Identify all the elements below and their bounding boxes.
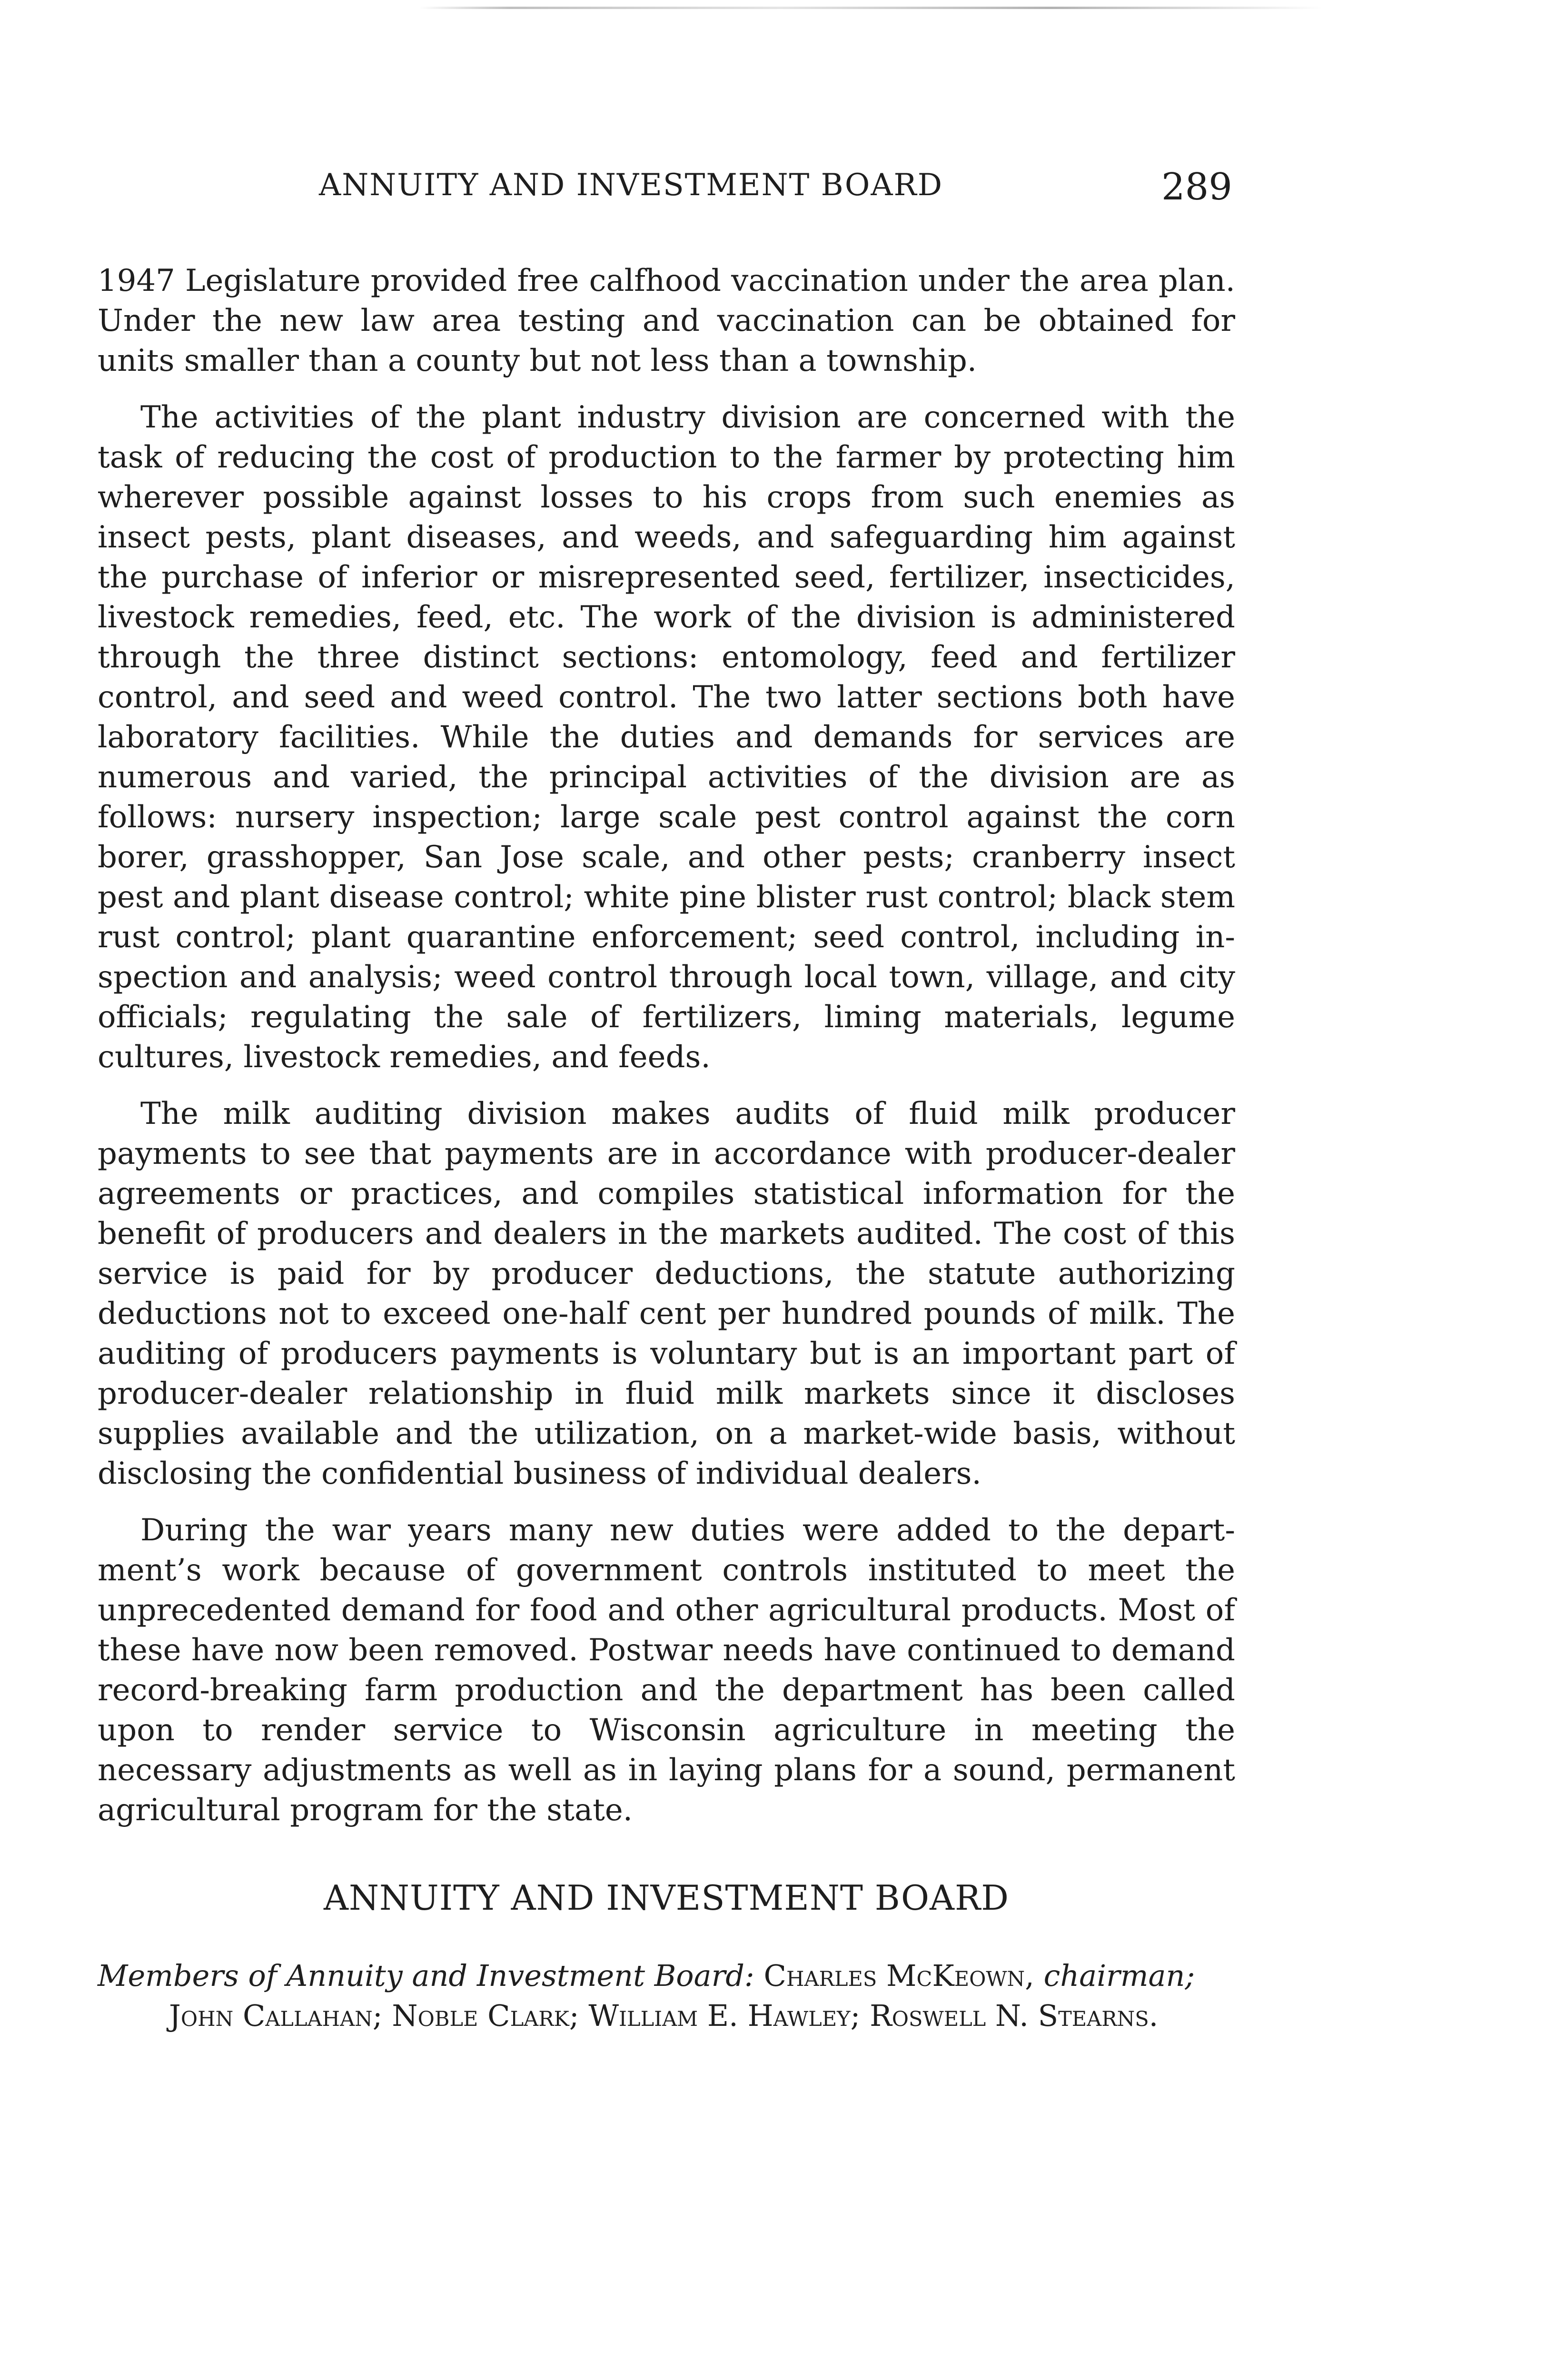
board-members	[98, 1956, 1235, 2036]
paragraph-milk-auditing: The milk auditing division makes audits of fluid milk producer payments to see that payments are in accordance with producer-dealer agreements or practices, and compiles statistical information for the benefit of producers and dealers in the markets audited. The cost of this service is paid for by producer deductions, the statute authorizing deductions not to exceed one-half cent per hundred pounds of milk. The auditing of producers payments is voluntary but is an important part of producer-dealer relationship in fluid milk markets since it discloses supplies available and the utilization, on a market-wide basis, without disclosing the confidential business of individual dealers.	[98, 1096, 1235, 1491]
member-clark: Noble Clark;	[392, 1998, 579, 2033]
running-header	[0, 168, 1546, 210]
member-stearns: Roswell N. Stearns.	[870, 1998, 1159, 2033]
paragraph-vaccination: 1947 Legislature provided free calfhood vaccination under the area plan. Under the new law area testing and vaccination can be obtained for units smaller than a county but not less than a township.	[98, 263, 1235, 378]
paragraph-war-years: During the war years many new duties were added to the department’s work because of government controls instituted to meet the unprecedented demand for food and other agricultural products. Most of these have now been removed. Postwar needs have continued to demand record-breaking farm production and the department has been called upon to render service to Wisconsin agriculture in meeting the necessary adjustments as well as in laying plans for a sound, permanent agricultural program for the state.	[98, 1513, 1235, 1828]
page-number: 289	[1161, 166, 1232, 208]
section-heading: ANNUITY AND INVESTMENT BOARD	[324, 1878, 1009, 1918]
chairman-role: chairman;	[1043, 1958, 1195, 1993]
running-title: ANNUITY AND INVESTMENT BOARD	[319, 168, 943, 203]
member-callahan: John Callahan;	[169, 1998, 383, 2033]
members-label: Members of Annuity and Investment Board:	[98, 1958, 754, 1993]
body-text	[98, 261, 1235, 2036]
scan-edge-line	[419, 7, 1323, 9]
paragraph-plant-industry: The activities of the plant industry division are concerned with the task of reducing the cost of production to the farmer by protecting him wherever possible against losses to his crops from such enemies as insect pests, plant diseases, and weeds, and safeguarding him against the purchase of inferior or misrepresented seed, fertilizer, insecticides, livestock remedies, feed, etc. The work of the division is administered through the three distinct sections: entomology, feed and fertilizer control, and seed and weed control. The two latter sections both have laboratory facilities. While the duties and demands for services are numerous and varied, the principal activities of the division are as follows: nursery inspection; large scale pest control against the corn borer, grasshopper, San Jose scale, and other pests; cranberry insect pest and plant disease control; white pine blister rust control; black stem rust control; plant quarantine enforcement; seed control, including inspection and analysis; weed control through local town, village, and city officials; regulating the sale of fertilizers, liming materials, legume cultures, livestock remedies, and feeds.	[98, 400, 1235, 1075]
member-hawley: William E. Hawley;	[588, 1998, 861, 2033]
member-chairman: Charles McKeown,	[763, 1958, 1034, 1993]
